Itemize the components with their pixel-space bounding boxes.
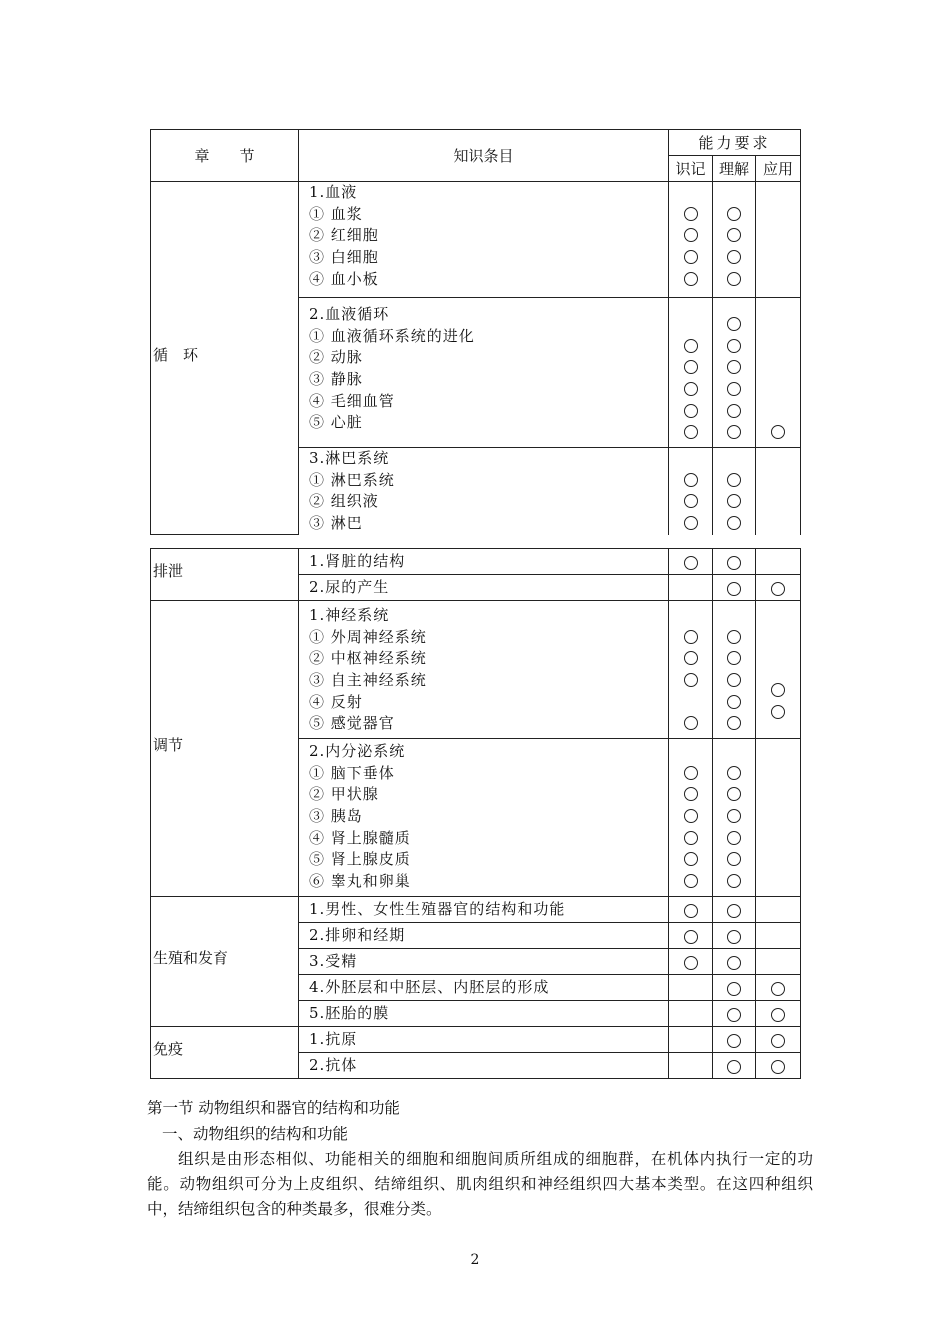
circle-mark: [727, 956, 741, 970]
circle-mark: [727, 228, 741, 242]
circle-mark: [727, 1008, 741, 1022]
lymph-apply: [756, 448, 801, 535]
circle-mark: [727, 556, 741, 570]
subsection-title: 一、动物组织的结构和功能: [162, 1125, 349, 1143]
circle-mark: [684, 228, 698, 242]
fertilization-apply: [756, 949, 801, 975]
circle-mark: [727, 852, 741, 866]
circle-mark: [684, 651, 698, 665]
circle-mark: [684, 494, 698, 508]
circle-mark: [727, 250, 741, 264]
circle-mark: [684, 852, 698, 866]
knowledge-germ-layers: 4.外胚层和中胚层、内胚层的形成: [299, 975, 669, 1001]
kidney-understand: [713, 549, 756, 575]
repro-organs-apply: [756, 897, 801, 923]
circle-mark: [771, 1008, 785, 1022]
knowledge-ovulation: 2.排卵和经期: [299, 923, 669, 949]
antigen-apply: [756, 1027, 801, 1053]
circle-mark: [727, 695, 741, 709]
page-number: 2: [470, 1252, 480, 1268]
circle-mark: [771, 1060, 785, 1074]
circle-mark: [684, 874, 698, 888]
ovulation-understand: [713, 923, 756, 949]
antigen-understand: [713, 1027, 756, 1053]
ovulation-apply: [756, 923, 801, 949]
knowledge-repro-organs: 1.男性、女性生殖器官的结构和功能: [299, 897, 669, 923]
circle-mark: [727, 651, 741, 665]
blood-apply: [756, 182, 801, 298]
circle-mark: [727, 516, 741, 530]
nervous-recall: [669, 601, 713, 739]
antibody-understand: [713, 1053, 756, 1079]
circle-mark: [727, 787, 741, 801]
circle-mark: [684, 956, 698, 970]
urine-apply: [756, 575, 801, 601]
circle-mark: [727, 1034, 741, 1048]
kidney-recall: [669, 549, 713, 575]
header-ability: 能力要求: [669, 130, 801, 156]
circulation-understand: [713, 298, 756, 448]
circle-mark: [727, 339, 741, 353]
header-recall: 识记: [669, 156, 713, 182]
endocrine-recall: [669, 739, 713, 897]
antibody-apply: [756, 1053, 801, 1079]
circle-mark: [684, 207, 698, 221]
antibody-recall: [669, 1053, 713, 1079]
knowledge-nervous: 1.神经系统 ① 外周神经系统 ② 中枢神经系统 ③ 自主神经系统 ④ 反射 ⑤ 感觉器官: [299, 601, 669, 739]
fertilization-understand: [713, 949, 756, 975]
circulation-apply: [756, 298, 801, 448]
circle-mark: [727, 473, 741, 487]
circle-mark: [727, 425, 741, 439]
knowledge-endocrine: 2.内分泌系统 ① 脑下垂体 ② 甲状腺 ③ 胰岛 ④ 肾上腺髓质 ⑤ 肾上腺皮质 ⑥ 睾丸和卵巢: [299, 739, 669, 897]
header-understand: 理解: [713, 156, 756, 182]
kidney-apply: [756, 549, 801, 575]
circle-mark: [684, 766, 698, 780]
circle-mark: [727, 716, 741, 730]
circle-mark: [727, 831, 741, 845]
knowledge-urine: 2.尿的产生: [299, 575, 669, 601]
circle-mark: [727, 404, 741, 418]
circle-mark: [771, 705, 785, 719]
circle-mark: [771, 683, 785, 697]
fertilization-recall: [669, 949, 713, 975]
circle-mark: [727, 494, 741, 508]
nervous-understand: [713, 601, 756, 739]
circle-mark: [727, 582, 741, 596]
urine-understand: [713, 575, 756, 601]
circle-mark: [727, 930, 741, 944]
circle-mark: [771, 582, 785, 596]
circle-mark: [727, 360, 741, 374]
endocrine-understand: [713, 739, 756, 897]
circle-mark: [684, 831, 698, 845]
germ-layers-recall: [669, 975, 713, 1001]
membranes-apply: [756, 1001, 801, 1027]
circle-mark: [684, 382, 698, 396]
chapter-reproduction: 生殖和发育: [151, 897, 299, 1027]
circle-mark: [684, 630, 698, 644]
body-paragraph: 组织是由形态相似、功能相关的细胞和细胞间质所组成的细胞群，在机体内执行一定的功能。动物组织可分为上皮组织、结缔组织、肌肉组织和神经组织四大基本类型。在这四种组织中，结缔组织包含的种类最多，很难分类。: [147, 1150, 813, 1218]
header-knowledge: 知识条目: [299, 130, 669, 182]
circle-mark: [727, 630, 741, 644]
repro-organs-recall: [669, 897, 713, 923]
circulation-recall: [669, 298, 713, 448]
knowledge-lymph: 3.淋巴系统 ① 淋巴系统 ② 组织液 ③ 淋巴: [299, 448, 669, 535]
chapter-excretion: 排泄: [151, 549, 299, 601]
lymph-recall: [669, 448, 713, 535]
circle-mark: [771, 1034, 785, 1048]
knowledge-fertilization: 3.受精: [299, 949, 669, 975]
ability-table-part1: [150, 129, 801, 535]
chapter-immunity: 免疫: [151, 1027, 299, 1079]
circle-mark: [727, 673, 741, 687]
circle-mark: [727, 809, 741, 823]
germ-layers-apply: [756, 975, 801, 1001]
antigen-recall: [669, 1027, 713, 1053]
circle-mark: [684, 716, 698, 730]
circle-mark: [727, 272, 741, 286]
circle-mark: [684, 673, 698, 687]
circle-mark: [727, 382, 741, 396]
circle-mark: [727, 1060, 741, 1074]
header-chapter: 章 节: [151, 130, 299, 182]
germ-layers-understand: [713, 975, 756, 1001]
circle-mark: [727, 904, 741, 918]
blood-understand: [713, 182, 756, 298]
circle-mark: [727, 317, 741, 331]
urine-recall: [669, 575, 713, 601]
repro-organs-understand: [713, 897, 756, 923]
chapter-circulation: 循 环: [151, 182, 299, 535]
circle-mark: [684, 404, 698, 418]
circle-mark: [684, 473, 698, 487]
ovulation-recall: [669, 923, 713, 949]
circle-mark: [684, 930, 698, 944]
knowledge-antibody: 2.抗体: [299, 1053, 669, 1079]
circle-mark: [684, 339, 698, 353]
nervous-apply: [756, 601, 801, 739]
lymph-understand: [713, 448, 756, 535]
knowledge-antigen: 1.抗原: [299, 1027, 669, 1053]
circle-mark: [727, 874, 741, 888]
circle-mark: [684, 250, 698, 264]
circle-mark: [684, 904, 698, 918]
blood-recall: [669, 182, 713, 298]
circle-mark: [684, 516, 698, 530]
knowledge-kidney-structure: 1.肾脏的结构: [299, 549, 669, 575]
circle-mark: [727, 207, 741, 221]
chapter-regulation: 调节: [151, 601, 299, 897]
circle-mark: [684, 809, 698, 823]
circle-mark: [771, 425, 785, 439]
knowledge-circulation: 2.血液循环 ① 血液循环系统的进化 ② 动脉 ③ 静脉 ④ 毛细血管 ⑤ 心脏: [299, 298, 669, 448]
membranes-recall: [669, 1001, 713, 1027]
membranes-understand: [713, 1001, 756, 1027]
knowledge-blood: 1.血液 ① 血浆 ② 红细胞 ③ 白细胞 ④ 血小板: [299, 182, 669, 298]
circle-mark: [684, 360, 698, 374]
circle-mark: [727, 982, 741, 996]
circle-mark: [684, 556, 698, 570]
knowledge-embryo-membranes: 5.胚胎的膜: [299, 1001, 669, 1027]
endocrine-apply: [756, 739, 801, 897]
circle-mark: [684, 425, 698, 439]
section-title: 第一节 动物组织和器官的结构和功能: [147, 1099, 400, 1117]
ability-table-part2: [150, 548, 801, 1079]
circle-mark: [684, 272, 698, 286]
circle-mark: [684, 787, 698, 801]
circle-mark: [771, 982, 785, 996]
header-apply: 应用: [756, 156, 801, 182]
circle-mark: [727, 766, 741, 780]
